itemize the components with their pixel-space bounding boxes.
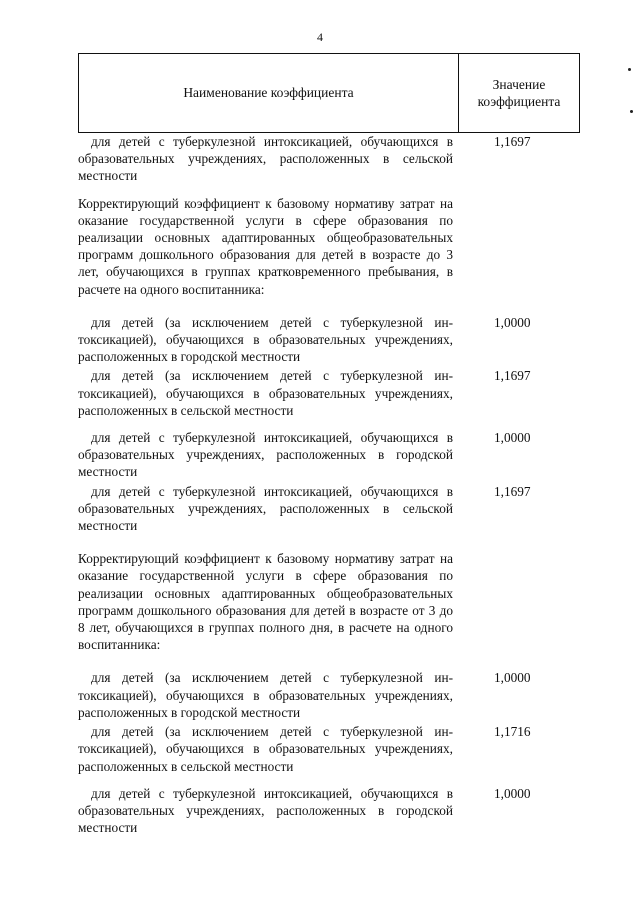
table-body xyxy=(78,133,580,836)
table-row xyxy=(78,669,580,721)
row-value: 1,1697 xyxy=(494,483,531,499)
table-row xyxy=(78,367,580,419)
section-heading xyxy=(78,550,580,653)
row-description: для детей с туберкулезной интоксикацией, обучающихся в образовательных учреждениях, расположенных в сельской местности xyxy=(78,483,453,534)
row-value: 1,1697 xyxy=(494,134,531,149)
row-description: для детей (за исключением детей с туберкулезной интоксикацией), обучающихся в образовательных учреждениях, расположенных в городской местности xyxy=(78,670,453,720)
table-row xyxy=(78,483,580,535)
table-row xyxy=(78,785,580,837)
header-value-line2: коэффициента xyxy=(477,94,561,109)
section-heading-text: Корректирующий коэффициент к базовому нормативу затрат на оказание государственной услуги в сфере образования по реализации основных адаптированных общеобразовательных программ дошкольного образования для детей в возрасте до 3 лет, обучающихся в группах кратковременного пребывания, в расчете на одного воспитанника: xyxy=(78,195,453,297)
row-description: для детей (за исключением детей с туберкулезной интоксикацией), обучающихся в образовательных учреждениях, расположенных в городской местности xyxy=(78,314,453,365)
row-description: для детей с туберкулезной интоксикацией, обучающихся в образовательных учреждениях, расположенных в городской местности xyxy=(78,430,453,480)
table-row xyxy=(78,429,580,481)
row-value: 1,0000 xyxy=(494,785,531,801)
row-description: для детей с туберкулезной интоксикацией, обучающихся в образовательных учреждениях, расположенных в городской местности xyxy=(78,785,453,836)
row-description: для детей с туберкулезной интоксикацией, обучающихся в образовательных учреждениях, расположенных в сельской местности xyxy=(78,134,453,184)
row-value: 1,1716 xyxy=(494,724,531,740)
table-row xyxy=(78,133,580,185)
row-value: 1,1697 xyxy=(494,368,531,384)
row-description: для детей (за исключением детей с туберкулезной интоксикацией), обучающихся в образовательных учреждениях, расположенных в сельской местности xyxy=(78,724,453,774)
header-value-line1: Значение xyxy=(492,77,546,92)
header-coefficient-name: Наименование коэффициента xyxy=(183,85,354,100)
table-row xyxy=(78,723,580,775)
table-header xyxy=(78,53,580,133)
row-value: 1,0000 xyxy=(494,670,531,686)
coefficient-table xyxy=(78,53,580,836)
row-value: 1,0000 xyxy=(494,314,531,330)
table-row xyxy=(78,314,580,366)
scan-speck xyxy=(630,110,633,113)
row-description: для детей (за исключением детей с туберкулезной интоксикацией), обучающихся в образовательных учреждениях, расположенных в сельской местности xyxy=(78,368,453,418)
scan-speck xyxy=(628,68,631,71)
section-heading xyxy=(78,195,580,298)
page-number: 4 xyxy=(317,30,323,44)
header-coefficient-value xyxy=(459,54,579,132)
row-value: 1,0000 xyxy=(494,430,531,446)
section-heading-text: Корректирующий коэффициент к базовому нормативу затрат на оказание государственной услуги в сфере образования по реализации основных адаптированных общеобразовательных программ дошкольного образования для детей в возрасте от 3 до 8 лет, обучающихся в группах полного дня, в расчете на одного воспитанника: xyxy=(78,551,453,653)
